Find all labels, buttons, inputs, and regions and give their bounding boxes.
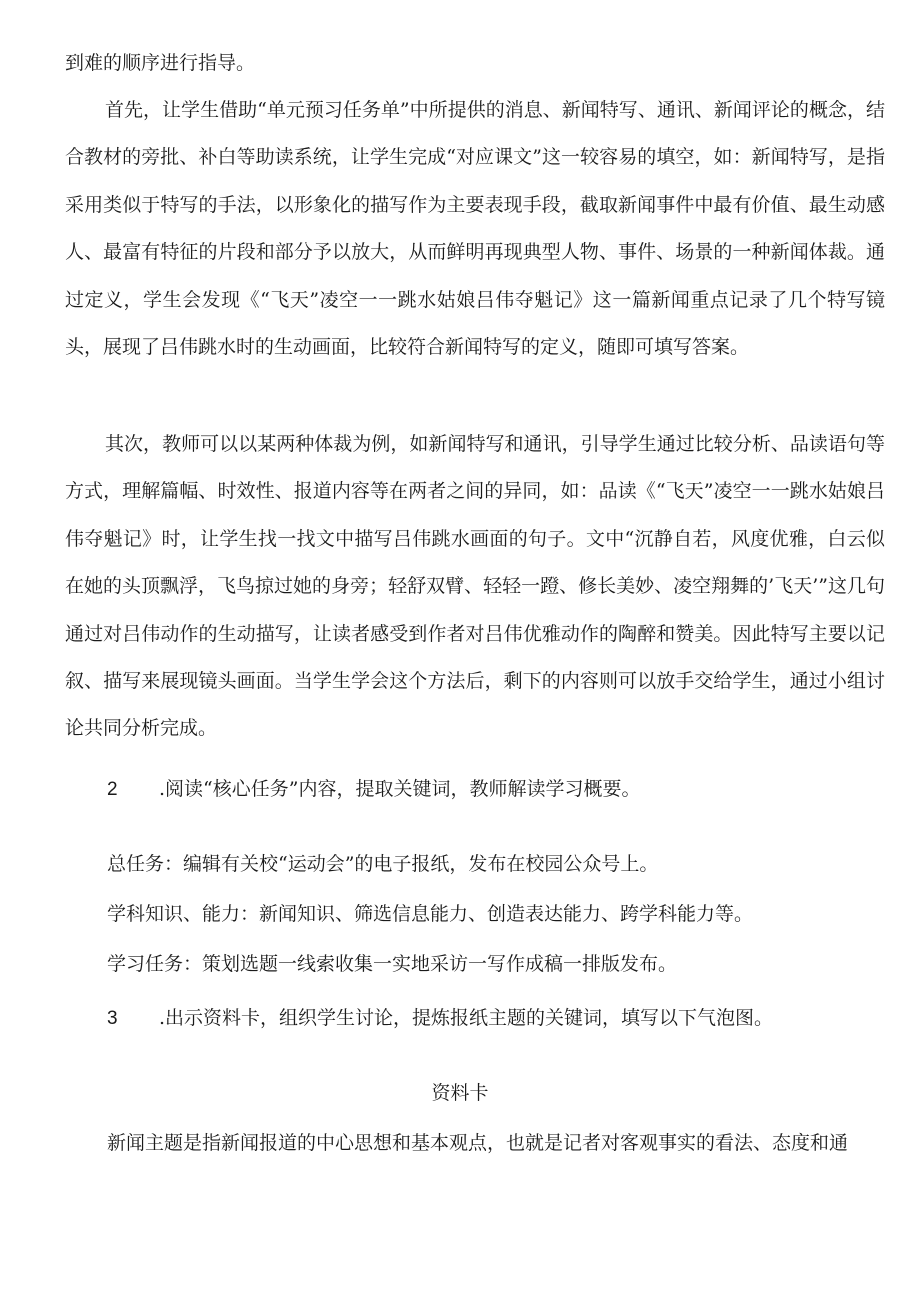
paragraph-first: 首先，让学生借助“单元预习任务单”中所提供的消息、新闻特写、通讯、新闻评论的概念，结合教材的旁批、补白等助读系统，让学生完成“对应课文”这一较容易的填空，如：新闻特写，是指采用类似于特写的手法，以形象化的描写作为主要表现手段，截取新闻事件中最有价值、最生动感人、最富有特征的片段和部分予以放大，从而鲜明再现典型人物、事件、场景的一种新闻体裁。通过定义，学生会发现《“飞天”凌空一一跳水姑娘吕伟夺魁记》这一篇新闻重点记录了几个特写镜头，展现了吕伟跳水时的生动画面，比较符合新闻特写的定义，随即可填写答案。 [65,99,885,359]
paragraph-second: 其次，教师可以以某两种体裁为例，如新闻特写和通讯，引导学生通过比较分析、品读语句等方式，理解篇幅、时效性、报道内容等在两者之间的异同，如：品读《“飞天”凌空一一跳水姑娘吕伟夺魁记》时，让学生找一找文中描写吕伟跳水画面的句子。文中“沉静自若，风度优雅，白云似在她的头顶飘浮，飞鸟掠过她的身旁；轻舒双臂、轻轻一蹬、修长美妙、凌空翔舞的’飞天’”这几句通过对吕伟动作的生动描写，让读者感受到作者对吕伟优雅动作的陶醉和赞美。因此特写主要以记叙、描写来展现镜头画面。当学生学会这个方法后，剩下的内容则可以放手交给学生，通过小组讨论共同分析完成。 [65,433,885,740]
list-item-text: .阅读“核心任务”内容，提取关键词，教师解读学习概要。 [159,778,641,800]
task-total: 总任务：编辑有关校“运动会”的电子报纸，发布在校园公众号上。 [107,853,659,875]
paragraph-continuation: 到难的顺序进行指导。 [65,52,256,74]
list-item-3 [107,1003,773,1034]
list-item-number: 2 [107,779,118,800]
list-item-number: 3 [107,1008,118,1029]
card-text: 新闻主题是指新闻报道的中心思想和基本观点，也就是记者对客观事实的看法、态度和通 [107,1132,849,1154]
list-item-text: .出示资料卡，组织学生讨论，提炼报纸主题的关键词，填写以下气泡图。 [159,1007,774,1029]
card-title: 资料卡 [431,1082,489,1104]
task-learning: 学习任务：策划选题一线索收集一实地采访一写作成稿一排版发布。 [107,953,678,975]
task-knowledge: 学科知识、能力：新闻知识、筛选信息能力、创造表达能力、跨学科能力等。 [107,903,754,925]
list-item-2 [107,774,640,805]
